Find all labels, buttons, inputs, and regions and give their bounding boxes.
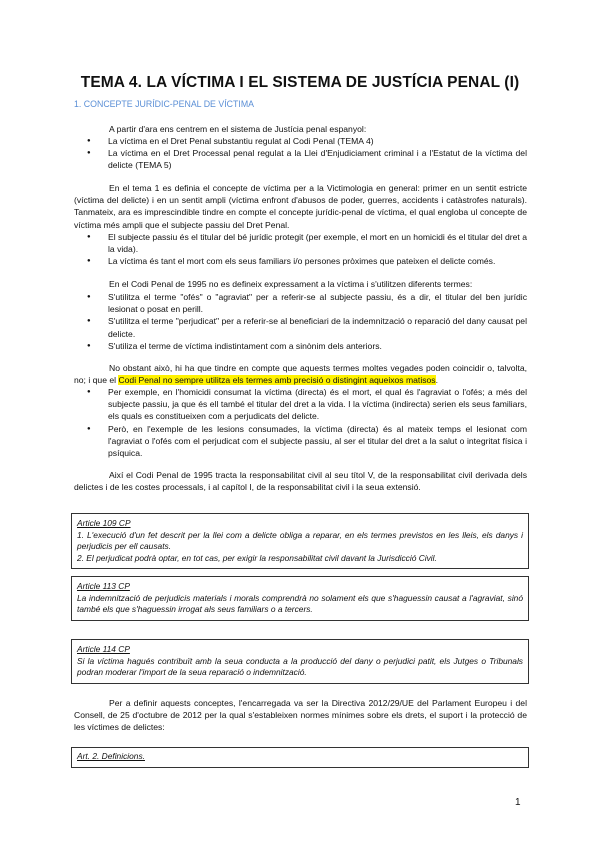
titol-paragraph: Així el Codi Penal de 1995 tracta la responsabilitat civil al seu títol V, de la responsabilitat civil derivada dels delictes i de les costes processals, i al capítol I, de la responsabilitat civil i la seua extensió. — [74, 470, 527, 493]
tema1-paragraph: En el tema 1 es definia el concepte de víctima per a la Victimologia en general: primer en un sentit estricte (víctima del delicte) i en un sentit ampli (víctima enfront d'abusos de poder, guerres, accidents i catàstrofes naturals). Tanmateix, ara es imprescindible tindre en compte el concepte jurídic-penal de víctima, el qual engloba ul concepte de víctima més ampli que el subjecte passiu del Dret Penal. — [74, 183, 527, 230]
tema1-list — [74, 231, 527, 268]
article-text: 2. El perjudicat podrà optar, en tot cas, per exigir la responsabilitat civil davant la Jurisdicció Civil. — [77, 552, 437, 563]
list-item: ● La víctima en el Dret Penal substantiu regulat al Codi Penal (TEMA 4) — [108, 135, 527, 147]
article-title: Article 114 CP — [77, 644, 130, 654]
article-box-art2 — [71, 747, 529, 768]
page-title: TEMA 4. LA VÍCTIMA I EL SISTEMA DE JUSTÍCIA PENAL (I) — [80, 74, 520, 91]
list-item: ● La víctima és tant el mort com els seus familiars i/o persones pròximes que pateixen el delicte comés. — [108, 255, 527, 267]
intro-list — [74, 135, 527, 172]
article-title: Article 109 CP — [77, 518, 131, 528]
article-box-109 — [71, 513, 529, 569]
highlighted-text: Codi Penal no sempre utilitza els termes amb precisió o distingint aqueixos matisos — [118, 375, 436, 386]
article-box-113 — [71, 576, 529, 621]
article-title: Art. 2. Definicions. — [77, 751, 145, 761]
list-item: ● La víctima en el Dret Processal penal regulat a la Llei d'Enjudiciament criminal i a l'Estatut de la víctima del delicte (TEMA 5) — [108, 147, 527, 171]
noobstant-list — [74, 386, 527, 459]
intro-paragraph: A partir d'ara ens centrem en el sistema de Justícia penal espanyol: — [109, 124, 367, 134]
article-text: La indemnització de perjudicis materials i morals comprendrà no solament els que s'haguessin causat a l'agraviat, sinó també els que s'haguessin irrogat als seus familiars o a tercers. — [77, 592, 523, 615]
article-text: Si la víctima hagués contribuït amb la seua conducta a la producció del dany o perjudici patit, els Jutges o Tribunals podran moderar l'import de la seua reparació o indemnització. — [77, 655, 523, 678]
noobstant-end: . — [435, 375, 438, 386]
article-text: 1. L'execució d'un fet descrit per la llei com a delicte obliga a reparar, en els termes previstos en les lleis, els danys i perjudicis per ell causats. — [77, 529, 523, 552]
list-item: ● S'utiliza el terme de víctima indistintament com a sinònim dels anteriors. — [108, 340, 527, 352]
codi-paragraph: En el Codi Penal de 1995 no es defineix expressament a la víctima i s'utilitzen diferents termes: — [109, 279, 473, 289]
list-item: ● El subjecte passiu és el titular del bé jurídic protegit (per exemple, el mort en un homicidi és el titular del dret a la vida). — [108, 231, 527, 255]
list-item: ● S'utilitza el terme "perjudicat" per a referir-se al beneficiari de la indemnització o reparació del dany causat pel delicte. — [108, 315, 527, 339]
directiva-paragraph: Per a definir aquests conceptes, l'encarregada va ser la Directiva 2012/29/UE del Parlament Europeu i del Consell, de 25 d'octubre de 2012 per la qual s'estableixen normes mínimes sobre els drets, el suport i la protecció de les víctimes de delictes: — [74, 698, 527, 733]
noobstant-text: No obstant això, hi ha que tindre en compte que aquests termes moltes vegades poden coincidir o, talvolta, no; i que el — [74, 363, 527, 386]
page-number: 1 — [515, 797, 521, 808]
codi-list — [74, 291, 527, 352]
noobstant-paragraph — [74, 362, 527, 386]
article-box-114 — [71, 639, 529, 684]
article-title: Article 113 CP — [77, 581, 130, 591]
list-item: ● S'utilitza el terme "ofés" o "agraviat" per a referir-se al subjecte passiu, és a dir, el titular del ben jurídic lesionat o posat en perill. — [108, 291, 527, 315]
section-heading: 1. CONCEPTE JURÍDIC-PENAL DE VÍCTIMA — [74, 99, 255, 109]
list-item: ● Però, en l'exemple de les lesions consumades, la víctima (directa) és al mateix temps el lesionat com l'agraviat o l'ofés com el perjudicat com el subjecte passiu, al ser el titular del dret a la salut o integritat física i psíquica. — [108, 423, 527, 460]
list-item: ● Per exemple, en l'homicidi consumat la víctima (directa) és el mort, el qual és l'agraviat o l'ofés; a més del subjecte passiu, ja que és ell també el titular del dret a la vida. I la víctima (indirecta) serien els seus familiars, els quals es constitueixen com a perjudicats del delicte. — [108, 386, 527, 423]
